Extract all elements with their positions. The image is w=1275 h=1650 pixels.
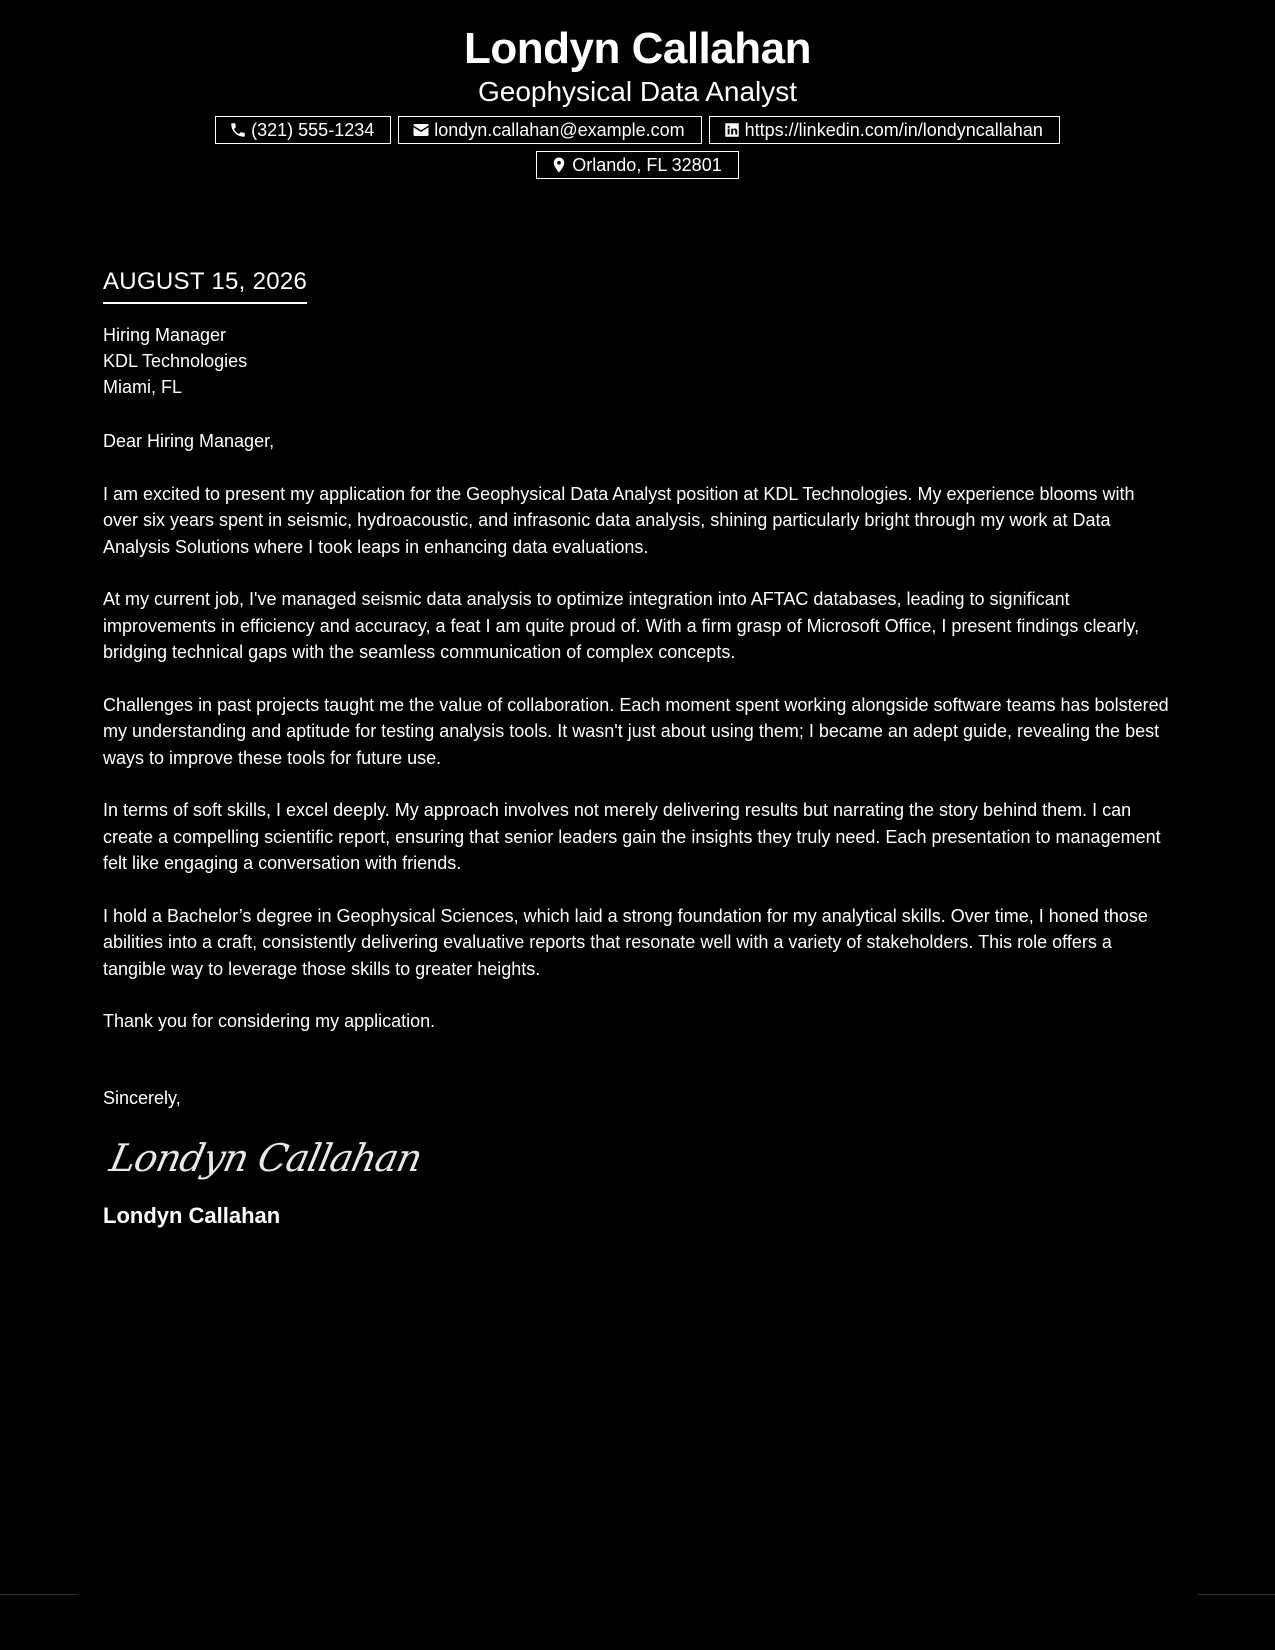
signature-image: [105, 1129, 1173, 1189]
contact-linkedin[interactable]: [709, 116, 1060, 144]
letter-body: [103, 266, 1173, 1231]
svg-text:Londyn Callahan: Londyn Callahan: [105, 1136, 426, 1181]
applicant-name: Londyn Callahan: [464, 24, 811, 73]
phone-icon: [229, 121, 247, 139]
handwritten-signature: [105, 1129, 426, 1189]
footer-rule-left: [0, 1594, 77, 1595]
letter-date: AUGUST 15, 2026: [103, 266, 307, 304]
body-paragraph: Challenges in past projects taught me the value of collaboration. Each moment spent working alongside software teams has bolstered my understanding and aptitude for testing analysis tools. It wasn't just about using them; I became an adept guide, revealing the best ways to improve these tools for future use.: [103, 694, 1169, 768]
contact-location[interactable]: [536, 151, 738, 179]
body-paragraph: I am excited to present my application for the Geophysical Data Analyst position at KDL Technologies. My experience blooms with over six years spent in seismic, hydroacoustic, and infrasonic data analysis, shining particularly bright through my work at Data Analysis Solutions where I took leaps in enhancing data evaluations.: [103, 483, 1135, 557]
contact-phone[interactable]: [215, 116, 391, 144]
body-paragraph: Thank you for considering my application.: [103, 1011, 436, 1031]
body-paragraph: At my current job, I've managed seismic data analysis to optimize integration into AFTAC databases, leading to significant improvements in efficiency and accuracy, a feat I am quite proud of. With a firm grasp of Microsoft Office, I present findings clearly, bridging technical gaps with the seamless communication of complex concepts.: [103, 589, 1140, 662]
envelope-icon: [412, 121, 430, 139]
recipient-line: KDL Technologies: [103, 351, 248, 371]
contact-linkedin-text: https://linkedin.com/in/londyncallahan: [744, 120, 1043, 140]
contact-email-text: londyn.callahan@example.com: [434, 120, 685, 140]
contact-list: [138, 116, 1138, 179]
body-paragraph: I hold a Bachelor’s degree in Geophysical Sciences, which laid a strong foundation for my analytical skills. Over time, I honed those abilities into a craft, consistently delivering evaluative reports that resonate well with a variety of stakeholders. This role offers a tangible way to leverage those skills to greater heights.: [103, 905, 1148, 979]
recipient-line: Miami, FL: [103, 377, 183, 397]
map-marker-icon: [550, 156, 568, 174]
applicant-title: Geophysical Data Analyst: [477, 76, 798, 107]
contact-email[interactable]: [398, 116, 701, 144]
body-paragraph: In terms of soft skills, I excel deeply. My approach involves not merely delivering results but narrating the story behind them. I can create a compelling scientific report, ensuring that senior leaders gain the insights they truly need. Each presentation to management felt like engaging a conversation with friends.: [103, 800, 1161, 873]
letter-header: [0, 22, 1275, 179]
contact-phone-text: (321) 555-1234: [251, 120, 375, 140]
signed-name: Londyn Callahan: [103, 1203, 281, 1228]
closing: Sincerely,: [103, 1087, 181, 1108]
recipient-block: [103, 322, 1173, 400]
contact-location-text: Orlando, FL 32801: [572, 155, 722, 175]
footer-rule-right: [1198, 1594, 1275, 1595]
linkedin-icon: [723, 121, 741, 139]
greeting: Dear Hiring Manager,: [103, 431, 275, 451]
recipient-line: Hiring Manager: [103, 325, 227, 345]
